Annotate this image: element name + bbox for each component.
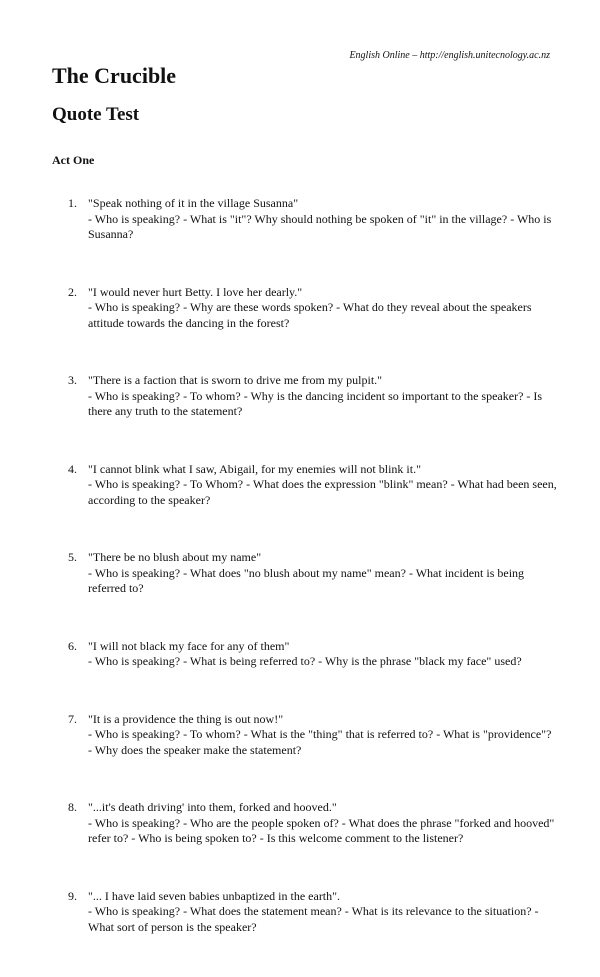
quote-text: "There be no blush about my name" [88, 550, 262, 564]
quote-item [0, 373, 600, 420]
quote-questions: - Who is speaking? - What is being referred to? - Why is the phrase "black my face" used? [88, 654, 522, 668]
quote-number: 5. [68, 550, 77, 564]
quote-number: 7. [68, 711, 77, 726]
quote-text: "It is a providence the thing is out now!" [88, 711, 284, 726]
quote-body [88, 462, 558, 509]
quote-item [0, 462, 600, 509]
quote-questions: - Who is speaking? - What is "it"? Why should nothing be spoken of "it" in the village? - Who is Susanna? [88, 211, 552, 241]
quote-number: 8. [68, 800, 77, 814]
quote-text: "...it's death driving' into them, forked and hooved." [88, 800, 337, 814]
quote-item [0, 196, 600, 243]
quote-body [88, 712, 558, 759]
quote-body [88, 550, 558, 597]
site-header: English Online – http://english.unitecnology.ac.nz [349, 50, 550, 61]
quote-number: 1. [68, 196, 77, 210]
quote-number: 2. [68, 284, 77, 299]
quote-item [0, 550, 600, 597]
document-subtitle: Quote Test [52, 104, 140, 125]
quote-questions: - Who is speaking? - To whom? - What is the "thing" that is referred to? - What is "providence"? - Why does the speaker make the statement? [88, 727, 552, 757]
quote-list [0, 196, 600, 977]
quote-text: "I cannot blink what I saw, Abigail, for my enemies will not blink it." [88, 461, 421, 476]
quote-questions: - Who is speaking? - What does "no blush about my name" mean? - What incident is being referred to? [88, 565, 525, 595]
quote-text: "There is a faction that is sworn to drive me from my pulpit." [88, 373, 383, 387]
quote-item [0, 800, 600, 847]
quote-body [88, 196, 558, 243]
quote-number: 6. [68, 638, 77, 653]
quote-questions: - Who is speaking? - Why are these words spoken? - What do they reveal about the speakers attitude towards the dancing in the forest? [88, 300, 532, 330]
quote-body [88, 800, 558, 847]
quote-text: "Speak nothing of it in the village Susanna" [88, 196, 299, 210]
section-heading: Act One [52, 153, 95, 167]
quote-text: "I would never hurt Betty. I love her dearly." [88, 284, 303, 299]
quote-questions: - Who is speaking? - To whom? - Why is the dancing incident so important to the speaker? - Is there any truth to the statement? [88, 388, 543, 418]
quote-text: "... I have laid seven babies unbaptized in the earth". [88, 888, 341, 903]
quote-body [88, 639, 558, 670]
quote-questions: - Who is speaking? - Who are the people spoken of? - What does the phrase "forked and hooved" refer to? - Who is being spoken to? - Is this welcome comment to the listener? [88, 815, 555, 845]
quote-body [88, 373, 558, 420]
document-title: The Crucible [52, 63, 177, 88]
quote-item [0, 285, 600, 332]
quote-item [0, 639, 600, 670]
quote-number: 4. [68, 461, 77, 476]
quote-body [88, 889, 558, 936]
quote-body [88, 285, 558, 332]
quote-number: 3. [68, 373, 77, 387]
quote-text: "I will not black my face for any of them" [88, 638, 290, 653]
quote-item [0, 712, 600, 759]
quote-questions: - Who is speaking? - What does the statement mean? - What is its relevance to the situation? - What sort of person is the speaker? [88, 904, 539, 934]
quote-questions: - Who is speaking? - To Whom? - What does the expression "blink" mean? - What had been seen, according to the speaker? [88, 477, 557, 507]
quote-number: 9. [68, 888, 77, 903]
quote-item [0, 889, 600, 936]
